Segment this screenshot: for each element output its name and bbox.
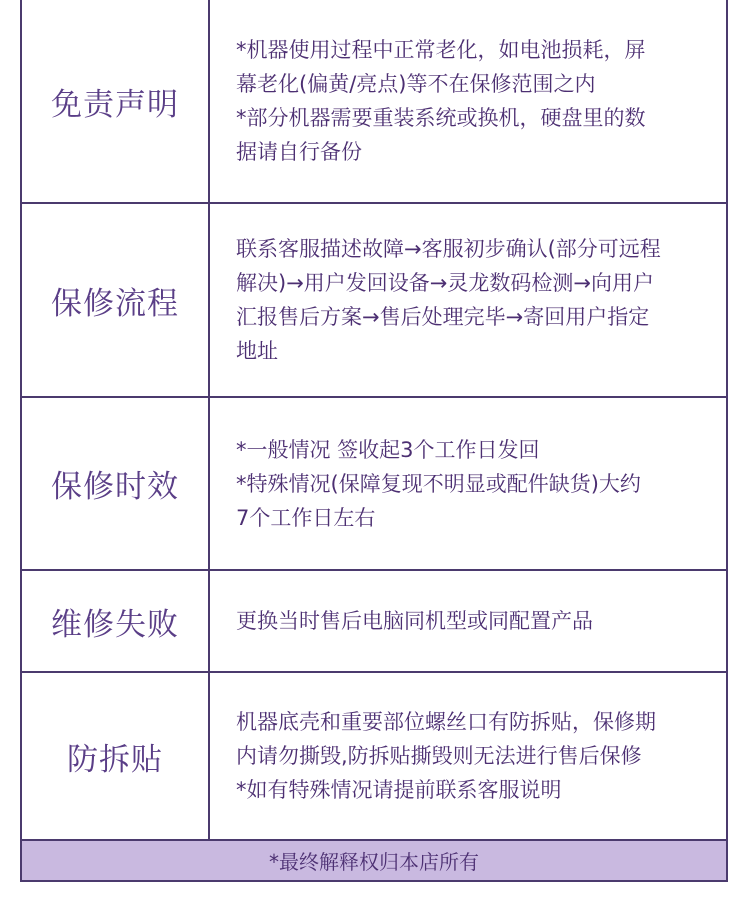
content-line: *一般情况 签收起3个工作日发回 (236, 437, 540, 462)
content-line: 内请勿撕毁,防拆贴撕毁则无法进行售后保修 (236, 744, 642, 768)
row-content (210, 571, 726, 671)
content-line: 解决)→用户发回设备→灵龙数码检测→向用户 (236, 271, 654, 295)
content-line: *机器使用过程中正常老化，如电池损耗，屏 (236, 38, 646, 62)
row-repair-failure (22, 571, 726, 673)
content-line: *特殊情况(保障复现不明显或配件缺货)大约 (236, 471, 641, 496)
footer-note: *最终解释权归本店所有 (22, 841, 726, 882)
content-line: 更换当时售后电脑同机型或同配置产品 (236, 609, 593, 633)
content-line: 幕老化(偏黄/亮点)等不在保修范围之内 (236, 72, 596, 96)
content-line: 7个工作日左右 (236, 505, 376, 530)
row-timeframe (22, 398, 726, 571)
row-disclaimer (22, 0, 726, 204)
row-label: 维修失败 (22, 571, 210, 671)
content-line: 汇报售后方案→售后处理完毕→寄回用户指定 (236, 305, 650, 329)
row-process (22, 204, 726, 398)
row-label: 保修流程 (22, 204, 210, 396)
content-line: *部分机器需要重装系统或换机，硬盘里的数 (236, 106, 646, 130)
row-content (210, 673, 726, 839)
warranty-table (20, 0, 728, 882)
row-content (210, 398, 726, 569)
row-label: 保修时效 (22, 398, 210, 569)
content-line: 联系客服描述故障→客服初步确认(部分可远程 (236, 237, 661, 261)
row-label: 免责声明 (22, 0, 210, 202)
content-line: *如有特殊情况请提前联系客服说明 (236, 778, 562, 802)
content-line: 据请自行备份 (236, 140, 362, 164)
row-tamper-seal (22, 673, 726, 841)
content-line: 地址 (236, 339, 278, 363)
row-label: 防拆贴 (22, 673, 210, 839)
row-content (210, 0, 726, 202)
content-line: 机器底壳和重要部位螺丝口有防拆贴，保修期 (236, 710, 656, 734)
row-content (210, 204, 726, 396)
